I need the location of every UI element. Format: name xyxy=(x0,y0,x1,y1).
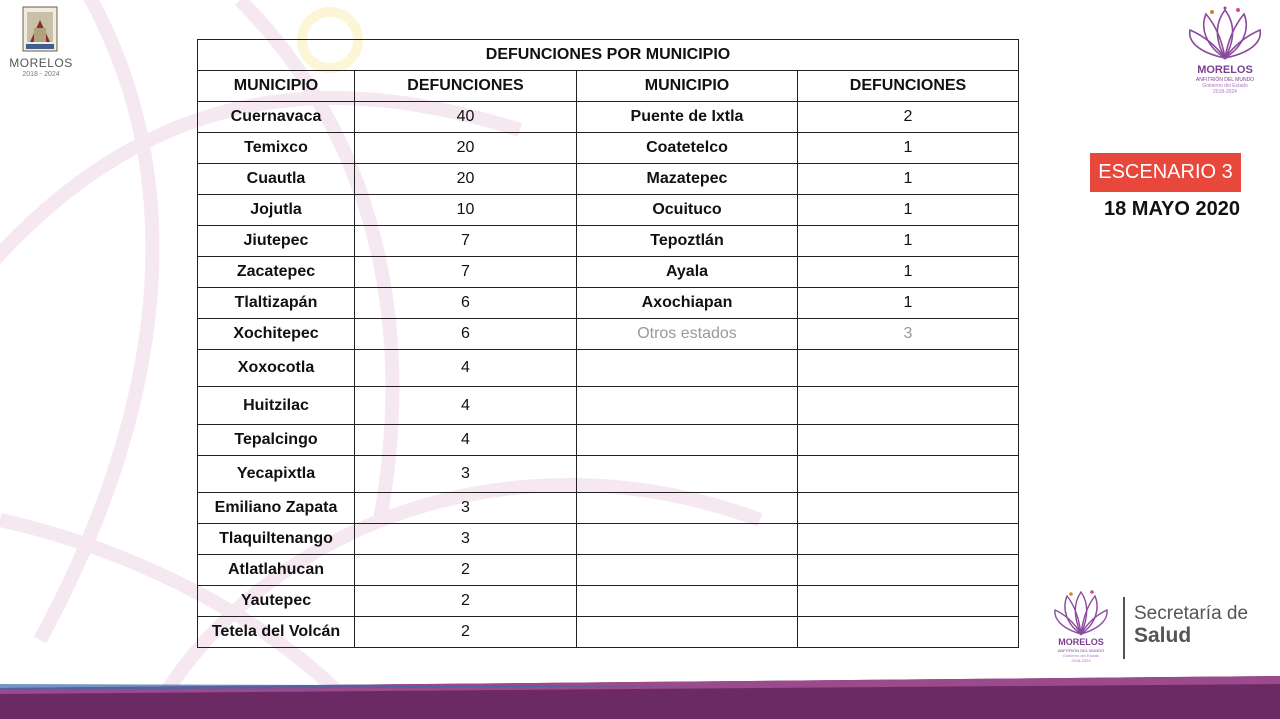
deaths-cell: 2 xyxy=(355,617,577,648)
state-period: 2018 - 2024 xyxy=(22,71,60,78)
table-row xyxy=(198,288,1019,319)
brand-name: MORELOS xyxy=(1197,64,1253,76)
deaths-cell xyxy=(798,493,1019,524)
deaths-cell: 6 xyxy=(355,288,577,319)
deaths-cell: 1 xyxy=(798,164,1019,195)
deaths-cell xyxy=(798,425,1019,456)
table-row xyxy=(198,456,1019,493)
deaths-cell: 3 xyxy=(355,524,577,555)
deaths-cell xyxy=(798,350,1019,387)
deaths-cell xyxy=(798,555,1019,586)
municipality-cell xyxy=(577,425,798,456)
state-label: MORELOS xyxy=(9,56,73,70)
deaths-cell: 6 xyxy=(355,319,577,350)
deaths-cell xyxy=(798,617,1019,648)
footer-brand-period: 2018-2024 xyxy=(1071,658,1091,663)
table-row xyxy=(198,617,1019,648)
municipality-cell: Cuernavaca xyxy=(198,102,355,133)
table-row xyxy=(198,319,1019,350)
deaths-cell: 1 xyxy=(798,133,1019,164)
deaths-cell: 3 xyxy=(355,456,577,493)
deaths-cell: 10 xyxy=(355,195,577,226)
deaths-cell: 7 xyxy=(355,257,577,288)
header-municipio: MUNICIPIO xyxy=(198,71,355,102)
municipality-cell: Yecapixtla xyxy=(198,456,355,493)
deaths-cell: 3 xyxy=(355,493,577,524)
municipality-cell xyxy=(577,493,798,524)
municipality-cell xyxy=(577,456,798,493)
municipality-cell: Xoxocotla xyxy=(198,350,355,387)
table-row xyxy=(198,425,1019,456)
header-defunciones: DEFUNCIONES xyxy=(798,71,1019,102)
municipality-cell xyxy=(577,617,798,648)
municipality-cell xyxy=(577,387,798,425)
deaths-by-municipality-table xyxy=(197,39,1019,648)
table-row xyxy=(198,195,1019,226)
table-row xyxy=(198,164,1019,195)
table-row xyxy=(198,555,1019,586)
brand-government: Gobierno del Estado xyxy=(1202,83,1248,89)
municipality-cell: Jiutepec xyxy=(198,226,355,257)
header-municipio: MUNICIPIO xyxy=(577,71,798,102)
report-date: 18 MAYO 2020 xyxy=(1103,198,1240,220)
municipality-cell: Emiliano Zapata xyxy=(198,493,355,524)
deaths-cell xyxy=(798,586,1019,617)
salud-label: Salud xyxy=(1134,624,1192,647)
municipality-cell: Axochiapan xyxy=(577,288,798,319)
municipality-cell: Tlaltizapán xyxy=(198,288,355,319)
municipality-cell xyxy=(577,586,798,617)
scenario-badge: ESCENARIO 3 xyxy=(1090,153,1241,192)
municipality-cell: Mazatepec xyxy=(577,164,798,195)
deaths-cell: 2 xyxy=(798,102,1019,133)
deaths-cell: 4 xyxy=(355,350,577,387)
municipality-cell: Xochitepec xyxy=(198,319,355,350)
municipality-cell: Coatetelco xyxy=(577,133,798,164)
header-defunciones: DEFUNCIONES xyxy=(355,71,577,102)
deaths-cell xyxy=(798,456,1019,493)
footer-brand-name: MORELOS xyxy=(1058,637,1104,647)
table-body xyxy=(198,102,1019,648)
municipality-cell: Cuautla xyxy=(198,164,355,195)
deaths-cell: 4 xyxy=(355,387,577,425)
deaths-cell: 1 xyxy=(798,195,1019,226)
table-row xyxy=(198,524,1019,555)
municipality-cell: Tlaquiltenango xyxy=(198,524,355,555)
municipality-cell: Huitzilac xyxy=(198,387,355,425)
municipality-cell: Ayala xyxy=(577,257,798,288)
municipality-cell: Atlatlahucan xyxy=(198,555,355,586)
deaths-cell: 40 xyxy=(355,102,577,133)
municipality-cell: Tetela del Volcán xyxy=(198,617,355,648)
state-seal-icon xyxy=(22,6,58,52)
deaths-cell: 20 xyxy=(355,133,577,164)
municipality-cell: Yautepec xyxy=(198,586,355,617)
brand-period: 2018-2024 xyxy=(1213,89,1237,95)
deaths-cell: 7 xyxy=(355,226,577,257)
table-title: DEFUNCIONES POR MUNICIPIO xyxy=(198,40,1019,71)
footer-divider xyxy=(1123,597,1125,659)
table-row xyxy=(198,226,1019,257)
deaths-cell: 3 xyxy=(798,319,1019,350)
footer-brand-tagline: ANFITRIÓN DEL MUNDO xyxy=(1057,648,1105,653)
table-row xyxy=(198,257,1019,288)
deaths-cell: 2 xyxy=(355,586,577,617)
table-row xyxy=(198,133,1019,164)
municipality-cell: Temixco xyxy=(198,133,355,164)
municipality-cell xyxy=(577,555,798,586)
deaths-cell xyxy=(798,524,1019,555)
municipality-cell xyxy=(577,350,798,387)
table-row xyxy=(198,102,1019,133)
deaths-cell: 20 xyxy=(355,164,577,195)
municipality-cell: Otros estados xyxy=(577,319,798,350)
municipality-cell: Jojutla xyxy=(198,195,355,226)
municipality-cell: Puente de Ixtla xyxy=(577,102,798,133)
deaths-cell: 2 xyxy=(355,555,577,586)
brand-tagline: ANFITRIÓN DEL MUNDO xyxy=(1195,77,1255,83)
deaths-cell xyxy=(798,387,1019,425)
lotus-logo-icon xyxy=(1186,6,1264,62)
municipality-cell: Tepalcingo xyxy=(198,425,355,456)
lotus-logo-icon xyxy=(1052,588,1110,636)
municipality-cell: Zacatepec xyxy=(198,257,355,288)
deaths-cell: 1 xyxy=(798,257,1019,288)
secretaria-label: Secretaría de xyxy=(1134,603,1249,624)
deaths-cell: 1 xyxy=(798,226,1019,257)
table-row xyxy=(198,493,1019,524)
table-row xyxy=(198,350,1019,387)
municipality-cell: Tepoztlán xyxy=(577,226,798,257)
table-row xyxy=(198,586,1019,617)
municipality-cell: Ocuituco xyxy=(577,195,798,226)
table-row xyxy=(198,387,1019,425)
deaths-cell: 4 xyxy=(355,425,577,456)
footer-brand-government: Gobierno del Estado xyxy=(1062,653,1100,658)
municipality-cell xyxy=(577,524,798,555)
deaths-cell: 1 xyxy=(798,288,1019,319)
